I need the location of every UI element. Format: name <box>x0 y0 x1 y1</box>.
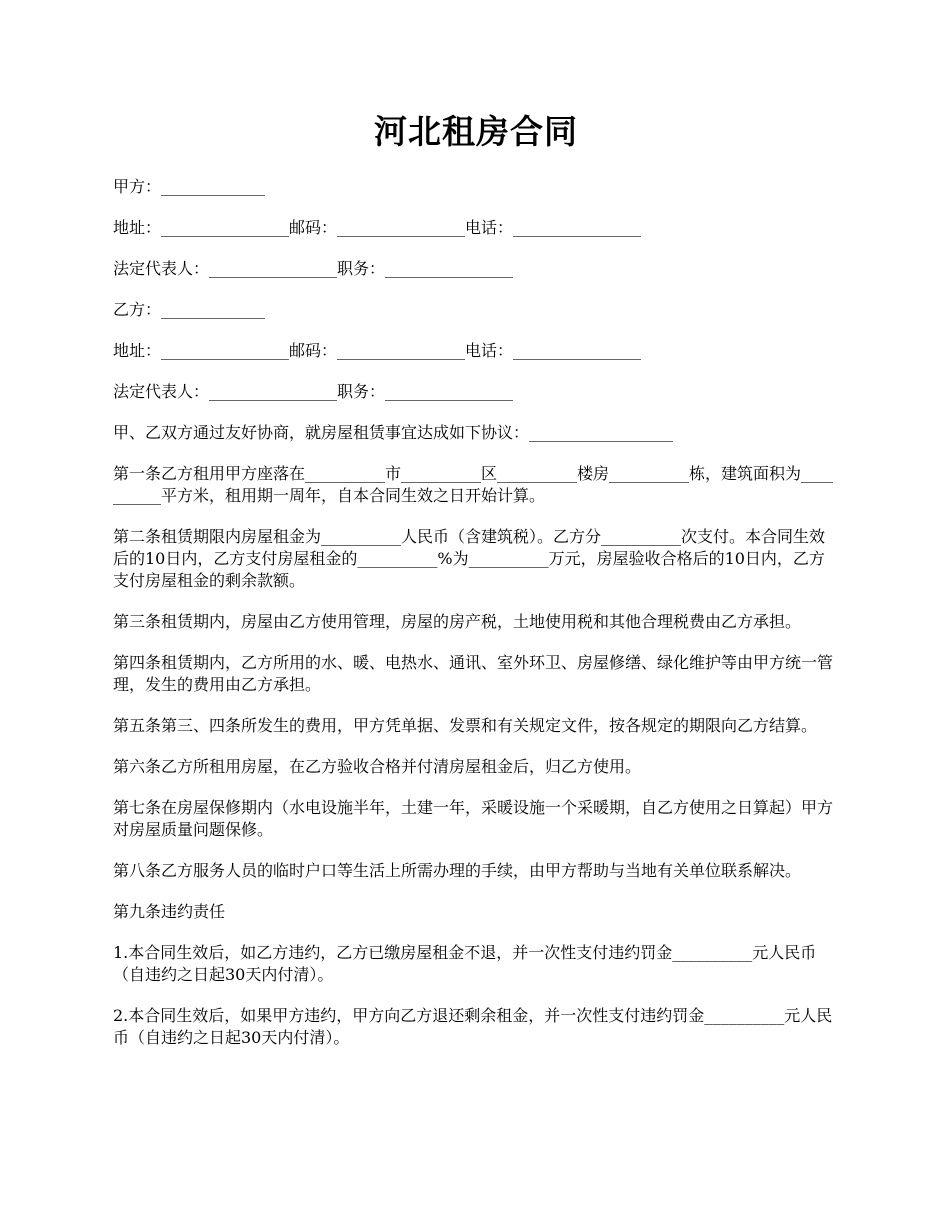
article-7: 第七条在房屋保修期内（水电设施半年，土建一年，采暖设施一个采暖期，自乙方使用之日算起）甲方对房屋质量问题保修。 <box>113 797 834 839</box>
party-b-line: 乙方：_____________ <box>113 299 266 319</box>
article-9-heading: 第九条违约责任 <box>113 901 226 921</box>
breach-clause-2: 2.本合同生效后，如果甲方违约，甲方向乙方退还剩余租金，并一次性支付违约罚金__________元人民币（自违约之日起30天内付清）。 <box>113 1005 833 1047</box>
party-a-representative-line: 法定代表人：________________职务：________________ <box>113 258 514 278</box>
article-8: 第八条乙方服务人员的临时户口等生活上所需办理的手续，由甲方帮助与当地有关单位联系解决。 <box>113 860 802 880</box>
article-5: 第五条第三、四条所发生的费用，甲方凭单据、发票和有关规定文件，按各规定的期限向乙方结算。 <box>113 715 818 735</box>
document-title: 河北租房合同 <box>374 112 578 151</box>
party-b-address-line: 地址：________________邮码：________________电话：________________ <box>113 340 642 360</box>
party-a-address-line: 地址：________________邮码：________________电话：________________ <box>113 217 642 237</box>
document-page <box>113 112 839 1068</box>
article-4: 第四条租赁期内，乙方所用的水、暖、电热水、通讯、室外环卫、房屋修缮、绿化维护等由甲方统一管理，发生的费用由乙方承担。 <box>113 652 834 694</box>
party-b-representative-line: 法定代表人：________________职务：________________ <box>113 381 514 401</box>
article-6: 第六条乙方所租用房屋，在乙方验收合格并付清房屋租金后，归乙方使用。 <box>113 756 642 776</box>
article-3: 第三条租赁期内，房屋由乙方使用管理，房屋的房产税，土地使用税和其他合理税费由乙方承担。 <box>113 611 802 631</box>
agreement-intro: 甲、乙双方通过友好协商，就房屋租赁事宜达成如下协议：__________________ <box>113 422 674 442</box>
article-1: 第一条乙方租用甲方座落在__________市__________区__________楼房__________栋，建筑面积为__________平方米，租用期一周年，自本合同生效之日开始计算。 <box>113 463 834 505</box>
article-2: 第二条租赁期限内房屋租金为__________人民币（含建筑税）。乙方分__________次支付。本合同生效后的10日内，乙方支付房屋租金的__________%为__________万元，房屋验收合格后的10日内，乙方支付房屋租金的剩余款额。 <box>113 526 826 590</box>
breach-clause-1: 1.本合同生效后，如乙方违约，乙方已缴房屋租金不退，并一次性支付违约罚金__________元人民币（自违约之日起30天内付清）。 <box>113 942 817 984</box>
party-a-line: 甲方：_____________ <box>113 176 266 196</box>
